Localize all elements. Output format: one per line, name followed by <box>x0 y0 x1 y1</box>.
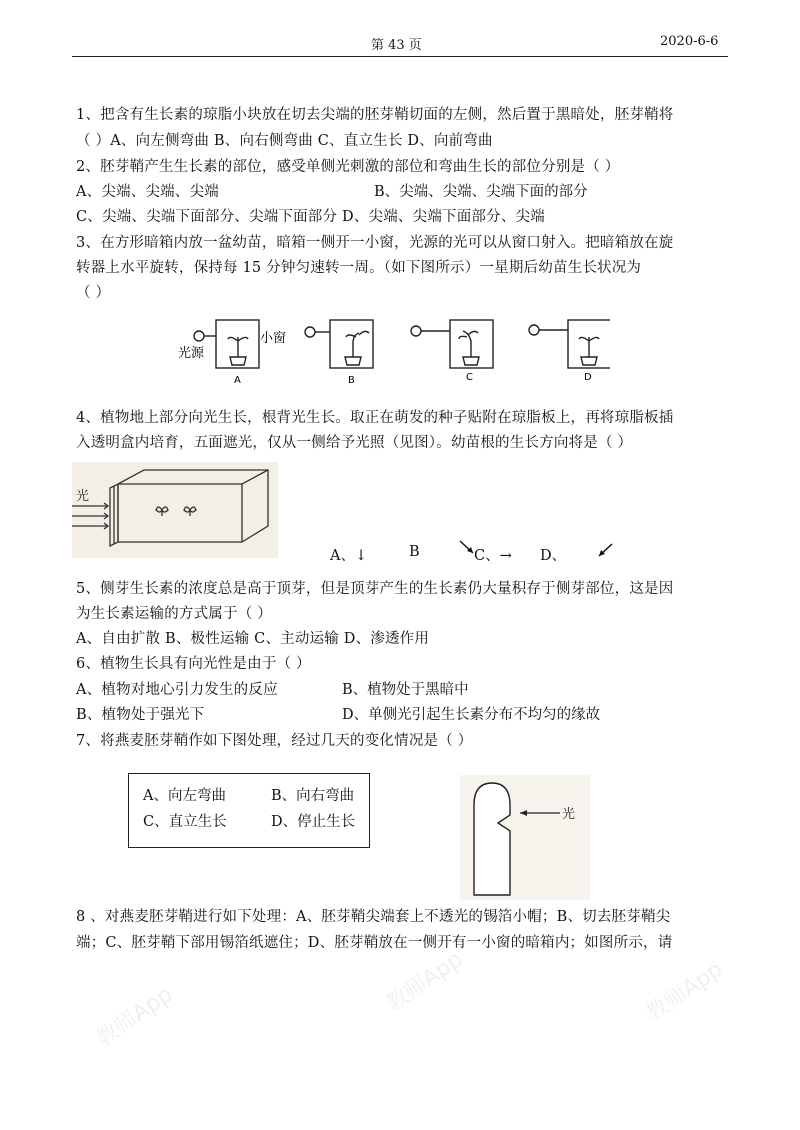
light-label: 光 <box>76 489 90 504</box>
light-source-label: 光源 <box>178 346 205 361</box>
q5-stem-1: 5、侧芽生长素的浓度总是高于顶芽，但是顶芽产生的生长素仍大量积存于侧芽部位，这是因 <box>76 581 674 597</box>
q1-stem: 1、把含有生长素的琼脂小块放在切去尖端的胚芽鞘切面的左侧，然后置于黑暗处，胚芽鞘将 <box>76 107 674 123</box>
q4-option-b: B <box>409 544 420 560</box>
page-number: 第 43 页 <box>371 38 422 53</box>
light-source-icon <box>305 327 315 337</box>
watermark: 教师App <box>381 946 468 1018</box>
q4-box-figure <box>72 462 278 558</box>
header-date: 2020-6-6 <box>660 34 719 49</box>
q7-coleoptile-figure <box>460 775 590 900</box>
box-b <box>330 320 373 368</box>
watermark: 教师App <box>91 981 178 1053</box>
q4-stem-2: 入透明盒内培育，五面遮光，仅从一侧给予光照（见图）。幼苗根的生长方向将是（ ） <box>76 435 633 451</box>
light-source-icon <box>411 326 421 336</box>
q2-option-b: B、尖端、尖端、尖端下面的部分 <box>374 184 588 200</box>
q1-options: （ ）A、向左侧弯曲 B、向右侧弯曲 C、直立生长 D、向前弯曲 <box>76 133 493 149</box>
q7-option-d: D、停止生长 <box>271 814 356 830</box>
q4-option-c: C、→ <box>474 548 512 564</box>
q2-options-cd: C、尖端、尖端下面部分、尖端下面部分 D、尖端、尖端下面部分、尖端 <box>76 209 545 225</box>
q4-option-d: D、 <box>540 548 567 564</box>
label-a: A <box>234 375 241 386</box>
q5-options: A、自由扩散 B、极性运输 C、主动运输 D、渗透作用 <box>76 631 430 647</box>
q7-option-c: C、直立生长 <box>143 814 227 830</box>
window-label: 小窗 <box>260 331 287 346</box>
q6-option-d: D、单侧光引起生长素分布不均匀的缘故 <box>342 707 601 723</box>
label-d: D <box>584 372 592 383</box>
q3-seedling-figure <box>170 315 610 387</box>
watermark: 教师App <box>641 956 728 1028</box>
q2-option-a: A、尖端、尖端、尖端 <box>76 184 219 200</box>
q8-stem-2: 端；C、胚芽鞘下部用锡箔纸遮住；D、胚芽鞘放在一侧开有一小窗的暗箱内；如图所示，请 <box>76 935 673 951</box>
q6-option-b: B、植物处于黑暗中 <box>342 682 469 698</box>
header-rule <box>72 56 728 57</box>
q3-stem-2: 转器上水平旋转，保持每 15 分钟匀速转一周。（如下图所示）一星期后幼苗生长状况为 <box>76 260 642 276</box>
label-c: C <box>466 372 473 383</box>
q6-option-a: A、植物对地心引力发生的反应 <box>76 682 278 698</box>
light-source-icon <box>529 325 539 335</box>
q4-option-a: A、↓ <box>330 548 368 564</box>
q7-options-box <box>128 773 370 848</box>
diagonal-arrow-icon <box>594 541 616 561</box>
q5-stem-2: 为生长素运输的方式属于（ ） <box>76 606 272 622</box>
q7-light-label: 光 <box>562 807 576 822</box>
q3-stem-1: 3、在方形暗箱内放一盆幼苗，暗箱一侧开一小窗，光源的光可以从窗口射入。把暗箱放在旋 <box>76 235 674 251</box>
q7-option-a: A、向左弯曲 <box>143 788 226 804</box>
q2-stem: 2、胚芽鞘产生生长素的部位，感受单侧光刺激的部位和弯曲生长的部位分别是（ ） <box>76 159 620 175</box>
q3-blank: （ ） <box>76 285 111 301</box>
q6-option-c: B、植物处于强光下 <box>76 707 205 723</box>
q6-stem: 6、植物生长具有向光性是由于（ ） <box>76 656 311 672</box>
light-source-icon <box>194 331 204 341</box>
q7-option-b: B、向右弯曲 <box>271 788 355 804</box>
q8-stem-1: 8 、对燕麦胚芽鞘进行如下处理：A、胚芽鞘尖端套上不透光的锡箔小帽；B、切去胚芽鞘尖 <box>76 909 671 925</box>
q7-stem: 7、将燕麦胚芽鞘作如下图处理，经过几天的变化情况是（ ） <box>76 733 473 749</box>
q4-stem-1: 4、植物地上部分向光生长，根背光生长。取正在萌发的种子贴附在琼脂板上，再将琼脂板插 <box>76 410 674 426</box>
label-b: B <box>348 375 355 386</box>
